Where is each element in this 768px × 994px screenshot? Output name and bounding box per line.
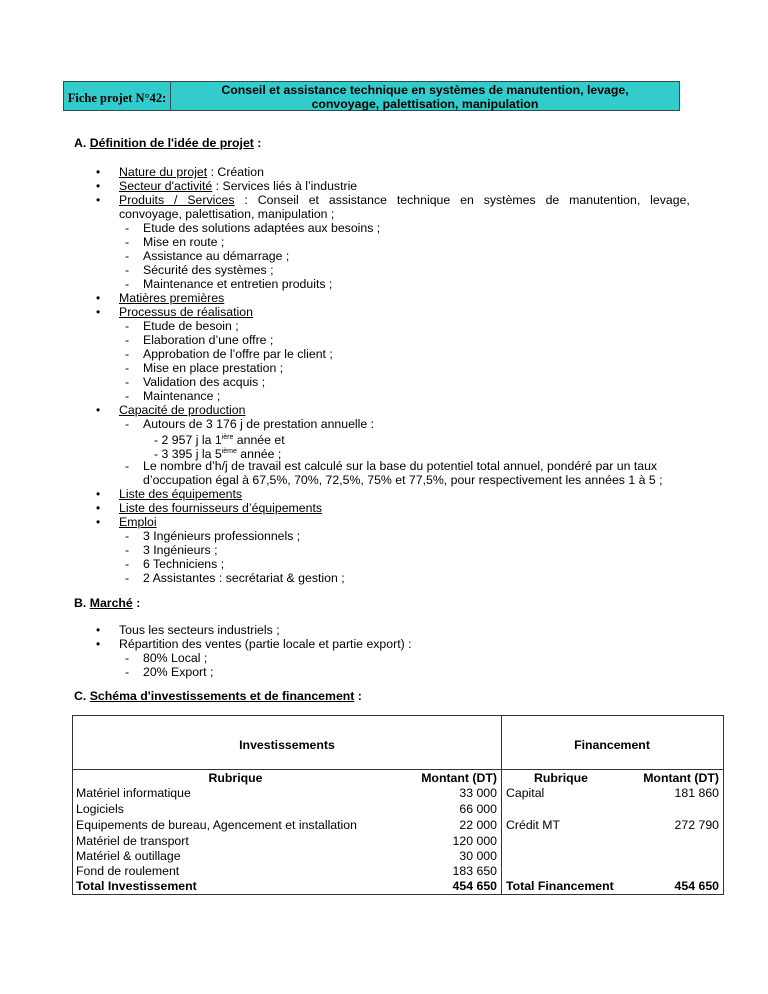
row-rubrique: Equipements de bureau, Agencement et installation xyxy=(76,818,357,832)
processus-item: - Validation des acquis ; xyxy=(143,375,265,389)
total-rubrique: Total Investissement xyxy=(76,879,197,893)
section-a-heading xyxy=(74,136,261,150)
section-c-heading xyxy=(74,689,362,703)
fiche-label: Fiche projet N°42: xyxy=(64,82,171,110)
capacite-item: - Le nombre d’h/j de travail est calculé sur la base du potentiel total annuel, pondéré par un taux xyxy=(143,459,657,473)
project-title-line1: Conseil et assistance technique en systèmes de manutention, levage, xyxy=(221,83,629,97)
marche-sub-item: - 20% Export ; xyxy=(143,665,213,679)
table-row xyxy=(73,818,723,833)
project-banner xyxy=(63,81,680,111)
produits-item: - Maintenance et entretien produits ; xyxy=(143,277,332,291)
table-row xyxy=(73,864,723,879)
financement-header: Financement xyxy=(574,738,650,752)
row-montant: 30 000 xyxy=(459,849,497,863)
row-rubrique: Fond de roulement xyxy=(76,864,180,878)
total-f-montant: 454 650 xyxy=(674,879,719,893)
table-row xyxy=(73,834,723,849)
processus-item: - Approbation de l’offre par le client ; xyxy=(143,347,333,361)
row-montant: 33 000 xyxy=(459,786,497,800)
nature-label: Nature du projet xyxy=(119,165,208,179)
secteur-value: : Services liés à l’industrie xyxy=(212,179,358,193)
row-f-rubrique: Crédit MT xyxy=(506,818,560,832)
capacite-item-cont: d’occupation égal à 67,5%, 70%, 72,5%, 75% et 77,5%, pour respectivement les années 1 à 5 ; xyxy=(143,473,663,487)
capacite-sub2-text: - 3 395 j la 5 xyxy=(154,447,222,461)
list-item-fournisseurs xyxy=(119,501,322,515)
table-row xyxy=(73,849,723,864)
row-rubrique: Matériel & outillage xyxy=(76,849,181,863)
processus-item: - Mise en place prestation ; xyxy=(143,361,283,375)
row-montant: 66 000 xyxy=(459,802,497,816)
emploi-item: - 3 Ingénieurs professionnels ; xyxy=(143,529,300,543)
total-f-rubrique: Total Financement xyxy=(506,879,614,893)
section-a-suffix: : xyxy=(253,136,262,150)
project-title xyxy=(171,82,679,110)
section-c-suffix: : xyxy=(354,689,362,703)
section-b-prefix: B. xyxy=(74,596,90,610)
list-item-equipements xyxy=(119,487,242,501)
secteur-label: Secteur d'activité xyxy=(119,179,213,193)
section-b-title: Marché xyxy=(89,596,133,610)
row-montant: 183 650 xyxy=(452,864,497,878)
processus-item: - Elaboration d’une offre ; xyxy=(143,333,273,347)
row-rubrique: Matériel informatique xyxy=(76,786,191,800)
section-c-prefix: C. xyxy=(74,689,90,703)
investissements-header: Investissements xyxy=(239,738,335,752)
emploi-item: - 6 Techniciens ; xyxy=(143,557,224,571)
section-c-title: Schéma d'investissements et de financement xyxy=(89,689,355,703)
capacite-sub2-post: année ; xyxy=(236,447,282,461)
capacite-sub1-post: année et xyxy=(233,433,285,447)
col-f-montant: Montant (DT) xyxy=(643,771,719,785)
section-a-prefix: A. xyxy=(74,136,90,150)
list-item-produits xyxy=(119,193,690,207)
marche-sub-item: - 80% Local ; xyxy=(143,651,207,665)
col-rubrique: Rubrique xyxy=(208,771,263,785)
capacite-sub1-sup: ière xyxy=(221,434,234,441)
marche-item: • Tous les secteurs industriels ; xyxy=(119,623,280,637)
produits-item: - Sécurité des systèmes ; xyxy=(143,263,274,277)
capacite-label: Capacité de production xyxy=(119,403,246,417)
section-a-title: Définition de l'idée de projet xyxy=(89,136,254,150)
section-b-heading xyxy=(74,596,140,610)
row-f-montant: 272 790 xyxy=(674,818,719,832)
list-item-nature xyxy=(119,165,264,179)
total-montant: 454 650 xyxy=(452,879,497,893)
processus-item: - Etude de besoin ; xyxy=(143,319,239,333)
col-montant: Montant (DT) xyxy=(421,771,497,785)
list-item-secteur xyxy=(119,179,357,193)
table-row xyxy=(73,802,723,817)
row-montant: 22 000 xyxy=(459,818,497,832)
list-item-processus xyxy=(119,305,253,319)
section-b-suffix: : xyxy=(132,596,141,610)
produits-value-line2: convoyage, palettisation, manipulation ; xyxy=(119,207,335,221)
equipements-label: Liste des équipements xyxy=(119,487,243,501)
header-divider xyxy=(73,769,723,770)
processus-label: Processus de réalisation xyxy=(119,305,253,319)
capacite-sub1-text: - 2 957 j la 1 xyxy=(154,433,222,447)
row-f-montant: 181 860 xyxy=(674,786,719,800)
emploi-label: Emploi xyxy=(119,515,157,529)
column-header-row xyxy=(73,771,723,786)
produits-item: - Etude des solutions adaptées aux besoins ; xyxy=(143,221,380,235)
row-montant: 120 000 xyxy=(452,834,497,848)
total-row xyxy=(73,879,723,894)
project-title-line2: convoyage, palettisation, manipulation xyxy=(311,97,539,111)
capacite-sub2-sup: ième xyxy=(221,448,237,455)
matieres-label: Matières premières xyxy=(119,291,225,305)
produits-item: - Mise en route ; xyxy=(143,235,224,249)
col-f-rubrique: Rubrique xyxy=(534,771,588,785)
produits-item: - Assistance au démarrage ; xyxy=(143,249,289,263)
row-rubrique: Matériel de transport xyxy=(76,834,189,848)
table-row xyxy=(73,786,723,801)
capacite-item: - Autours de 3 176 j de prestation annuelle : xyxy=(143,417,374,431)
processus-item: - Maintenance ; xyxy=(143,389,220,403)
row-f-rubrique: Capital xyxy=(506,786,545,800)
nature-value: : Création xyxy=(207,165,264,179)
fournisseurs-label: Liste des fournisseurs d’équipements xyxy=(119,501,323,515)
emploi-item: - 2 Assistantes : secrétariat & gestion ; xyxy=(143,571,345,585)
investment-financing-table xyxy=(72,715,724,895)
produits-value-line1: : Conseil et assistance technique en systèmes de manutention, levage, xyxy=(234,193,690,207)
row-rubrique: Logiciels xyxy=(76,802,124,816)
list-item-capacite xyxy=(119,403,245,417)
list-item-emploi xyxy=(119,515,157,529)
produits-label: Produits / Services xyxy=(119,193,235,207)
emploi-item: - 3 Ingénieurs ; xyxy=(143,543,218,557)
list-item-matieres xyxy=(119,291,224,305)
marche-item: • Répartition des ventes (partie locale et partie export) : xyxy=(119,637,412,651)
